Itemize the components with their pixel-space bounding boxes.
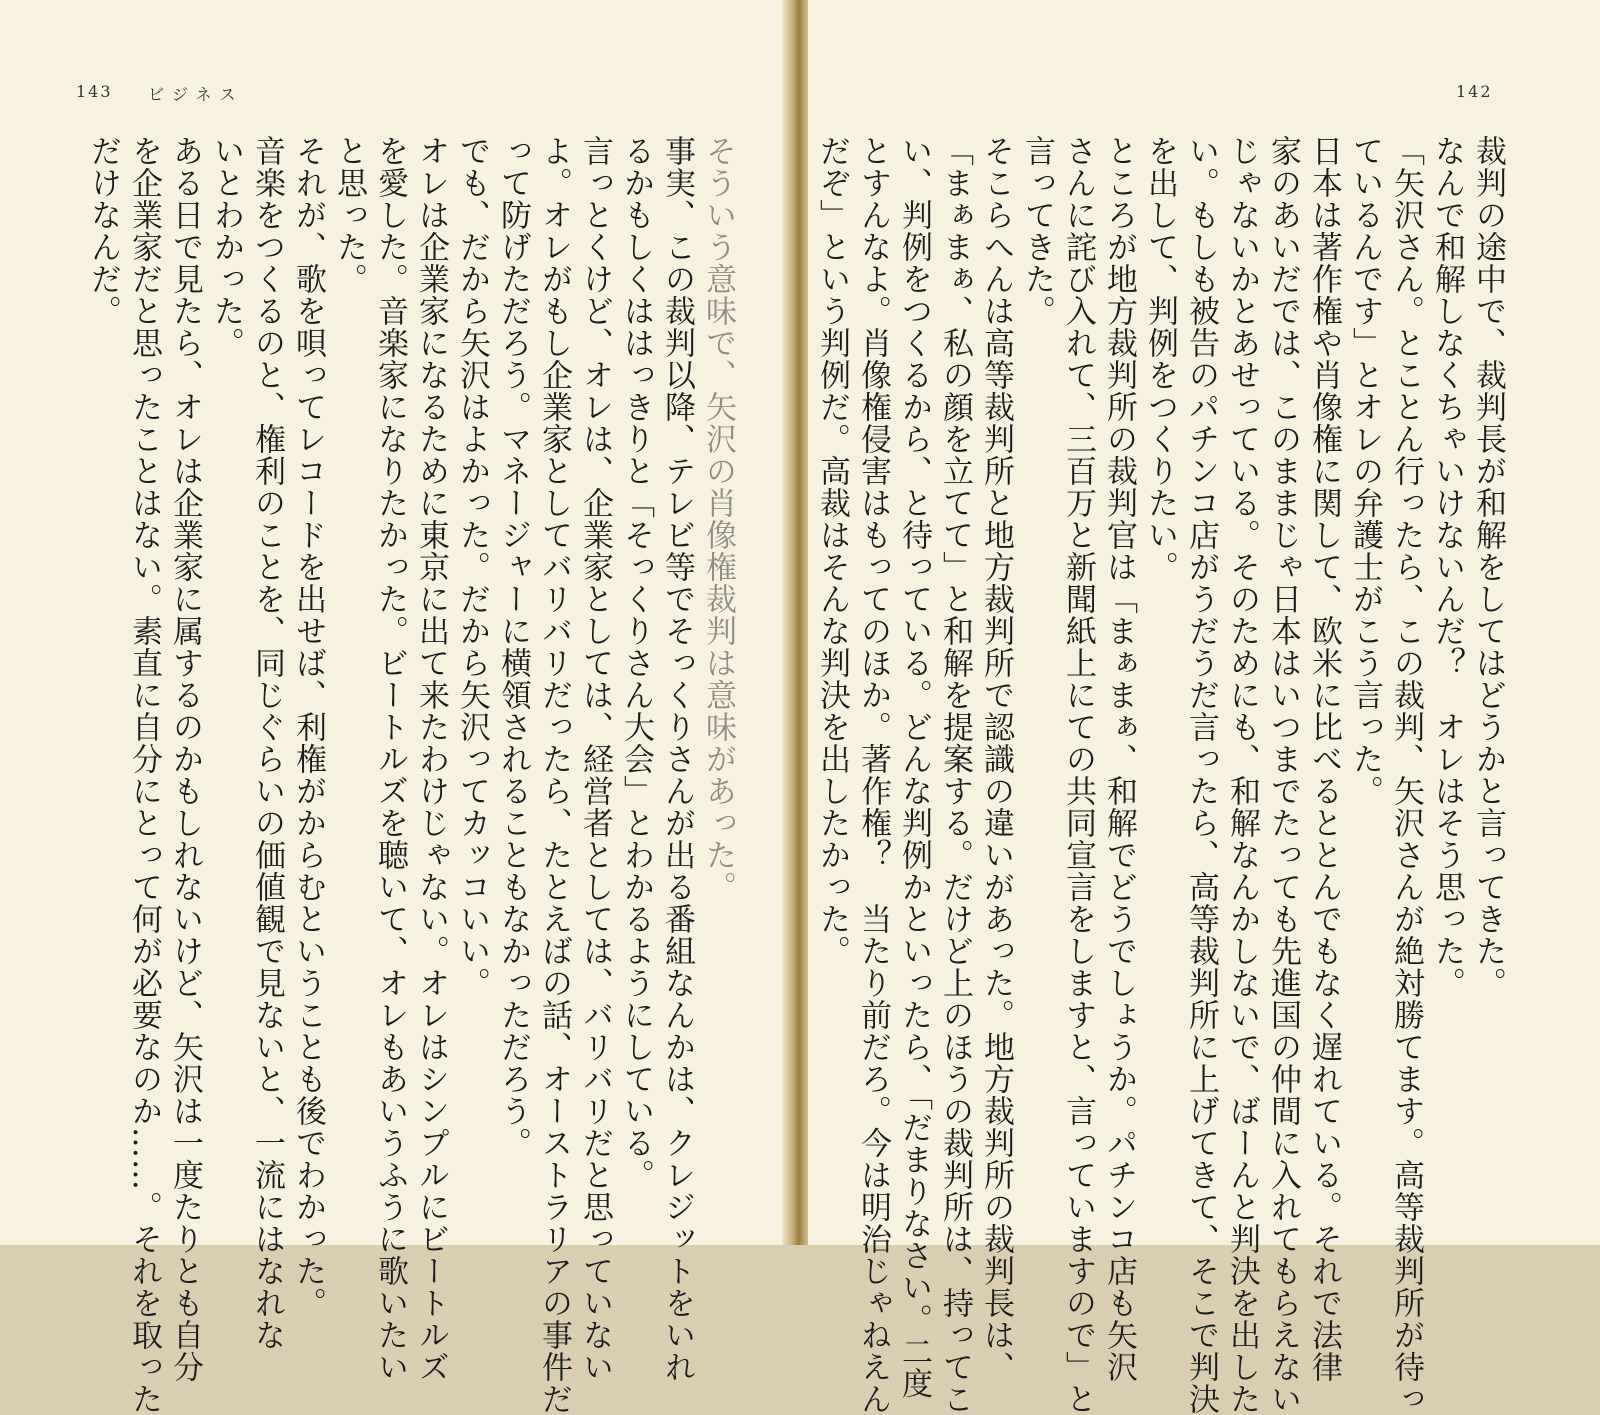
right-page bbox=[808, 0, 1600, 1415]
text-line: を愛した。音楽家になりたかった。ビートルズを聴いて、オレもあいうふうに歌いたい bbox=[372, 135, 408, 1383]
text-line: そこらへんは高等裁判所と地方裁判所で認識の違いがあった。地方裁判所の裁判長は、 bbox=[978, 135, 1014, 1383]
text-line: と思った。 bbox=[331, 135, 367, 295]
text-line: 裁判の途中で、裁判長が和解をしてはどうかと言ってきた。 bbox=[1470, 135, 1506, 999]
text-line: 家のあいだでは、このままじゃ日本はいつまでたっても先進国の仲間に入れてもらえない bbox=[1265, 135, 1301, 1415]
text-line: オレは企業家になるために東京に出て来たわけじゃない。オレはシンプルにビートルズ bbox=[413, 135, 449, 1383]
text-line: よ。オレがもし企業家としてバリバリだったら、たとえばの話、オーストラリアの事件だ bbox=[536, 135, 572, 1415]
text-line: い、判例をつくるから、と待っている。どんな判例かといったら、「だまりなさい。二度 bbox=[896, 135, 932, 1400]
left-page-body bbox=[52, 135, 738, 1415]
text-line: じゃないかとあせっている。そのためにも、和解なんかしないで、ばーんと判決を出した bbox=[1224, 135, 1260, 1415]
text-line: 「矢沢さん。とことん行ったら、この裁判、矢沢さんが絶対勝てます。高等裁判所が待っ bbox=[1388, 135, 1424, 1415]
text-line: 事実、この裁判以降、テレビ等でそっくりさんが出る番組なんかは、クレジットをいれ bbox=[659, 135, 695, 1383]
text-line: 言っとくけど、オレは、企業家としては、経営者としては、バリバリだと思っていない bbox=[577, 135, 613, 1383]
text-line: ある日で見たら、オレは企業家に属するのかもしれないけど、矢沢は一度たりとも自分 bbox=[167, 135, 203, 1383]
text-line: い。もしも被告のパチンコ店がうだうだ言ったら、高等裁判所に上げてきて、そこで判決 bbox=[1183, 135, 1219, 1415]
text-line: そういう意味で、矢沢の肖像権裁判は意味があった。 bbox=[700, 135, 736, 903]
text-line: なんで和解しなくちゃいけないんだ？ オレはそう思った。 bbox=[1429, 135, 1465, 999]
text-line: を企業家だと思ったことはない。素直に自分にとって何が必要なのか……。それを取った bbox=[126, 135, 162, 1415]
text-line: 日本は著作権や肖像権に関して、欧米に比べるととんでもなく遅れている。それで法律 bbox=[1306, 135, 1342, 1383]
right-page-body bbox=[814, 135, 1508, 1415]
text-line: るかもしくははっきりと「そっくりさん大会」とわかるようにしている。 bbox=[618, 135, 654, 1191]
text-line: でも、だから矢沢はよかった。だから矢沢ってカッコいい。 bbox=[454, 135, 490, 999]
text-line: だけなんだ。 bbox=[85, 135, 121, 327]
running-title: ビジネス bbox=[148, 85, 244, 104]
text-line: それが、歌を唄ってレコードを出せば、利権がからむということも後でわかった。 bbox=[290, 135, 326, 1319]
text-line: ところが地方裁判所の裁判官は「まぁまぁ、和解でどうでしょうか。パチンコ店も矢沢 bbox=[1101, 135, 1137, 1383]
text-line: を出して、判例をつくりたい。 bbox=[1142, 135, 1178, 583]
text-line: って防げただろう。マネージャーに横領されることもなかっただろう。 bbox=[495, 135, 531, 1159]
text-line: さんに詫び入れて、三百万と新聞紙上にての共同宣言をしますと、言っていますので」と bbox=[1060, 135, 1096, 1415]
text-line: 「まぁまぁ、私の顔を立てて」と和解を提案する。だけど上のほうの裁判所は、持ってこ bbox=[937, 135, 973, 1415]
text-line: 言ってきた。 bbox=[1019, 135, 1055, 327]
page-number-right: 142 bbox=[1456, 82, 1493, 101]
text-line: とすんなよ。肖像権侵害はもってのほか。著作権？ 当たり前だろ。今は明治じゃねえん bbox=[855, 135, 891, 1415]
text-line: だぞ」という判例だ。高裁はそんな判決を出したかった。 bbox=[814, 135, 850, 967]
left-page bbox=[0, 0, 792, 1415]
text-line: いとわかった。 bbox=[208, 135, 244, 359]
page-number-left: 143 bbox=[76, 82, 113, 101]
text-line: ているんです」とオレの弁護士がこう言った。 bbox=[1347, 135, 1383, 807]
text-line: 音楽をつくるのと、権利のことを、同じぐらいの価値観で見ないと、一流にはなれな bbox=[249, 135, 285, 1351]
